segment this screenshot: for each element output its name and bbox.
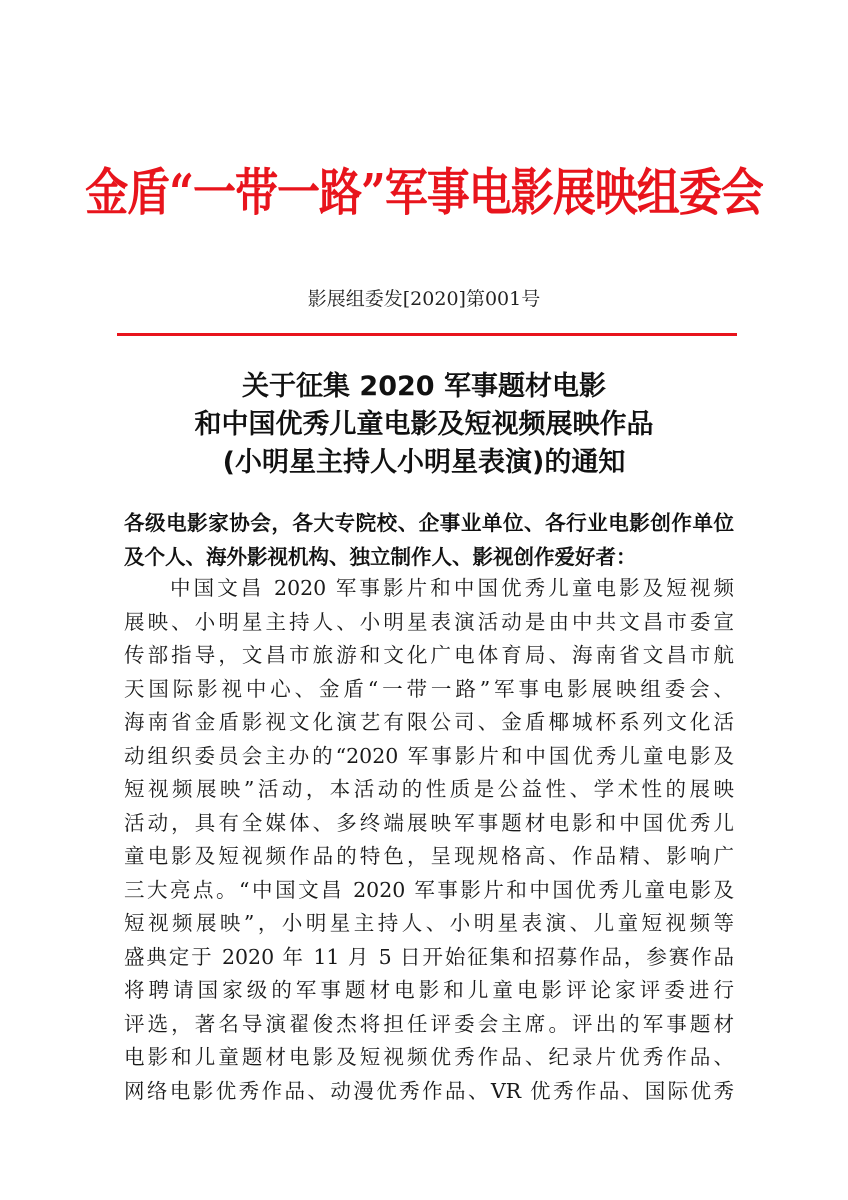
body-line: 网络电影优秀作品、动漫优秀作品、VR 优秀作品、国际优秀 <box>124 1078 734 1103</box>
red-divider-line <box>117 333 737 336</box>
body-line: 传部指导，文昌市旅游和文化广电体育局、海南省文昌市航 <box>124 643 734 667</box>
body-line: 动组织委员会主办的“2020 军事影片和中国优秀儿童电影及 <box>124 743 734 768</box>
body-line: 评选，著名导演翟俊杰将担任评委会主席。评出的军事题材 <box>124 1011 734 1036</box>
body-line: 中国文昌 2020 军事影片和中国优秀儿童电影及短视频 <box>170 576 734 600</box>
notice-title-line: 关于征集 2020 军事题材电影 <box>242 371 606 402</box>
body-line: 天国际影视中心、金盾“一带一路”军事电影展映组委会、 <box>124 676 734 701</box>
salutation: 各级电影家协会，各大专院校、企事业单位、各行业电影创作单位及个人、海外影视机构、独立制作人、影视创作爱好者： <box>124 511 734 569</box>
body-line: 电影和儿童题材电影及短视频优秀作品、纪录片优秀作品、 <box>124 1045 734 1069</box>
organization-header: 金盾“一带一路”军事电影展映组委会 <box>85 163 763 223</box>
body-line: 童电影及短视频作品的特色，呈现规格高、作品精、影响广 <box>124 844 734 868</box>
body-line: 三大亮点。“中国文昌 2020 军事影片和中国优秀儿童电影及 <box>124 877 734 902</box>
body-line: 展映、小明星主持人、小明星表演活动是由中共文昌市委宣 <box>124 609 734 634</box>
notice-title <box>0 368 848 482</box>
body-line: 盛典定于 2020 年 11 月 5 日开始征集和招募作品，参赛作品 <box>124 944 734 969</box>
body-line: 海南省金盾影视文化演艺有限公司、金盾椰城杯系列文化活 <box>124 710 734 734</box>
document-number: 影展组委发[2020]第001号 <box>307 288 541 310</box>
body-line: 短视频展映”活动，本活动的性质是公益性、学术性的展映 <box>124 777 734 801</box>
body-line: 将聘请国家级的军事题材电影和儿童电影评论家评委进行 <box>124 978 734 1002</box>
body-line: 活动，具有全媒体、多终端展映军事题材电影和中国优秀儿 <box>124 810 734 835</box>
notice-title-line: 和中国优秀儿童电影及短视频展映作品 <box>194 409 654 440</box>
notice-body <box>124 572 734 1108</box>
body-line: 短视频展映”，小明星主持人、小明星表演、儿童短视频等 <box>124 911 734 935</box>
notice-title-line: (小明星主持人小明星表演)的通知 <box>222 447 626 478</box>
